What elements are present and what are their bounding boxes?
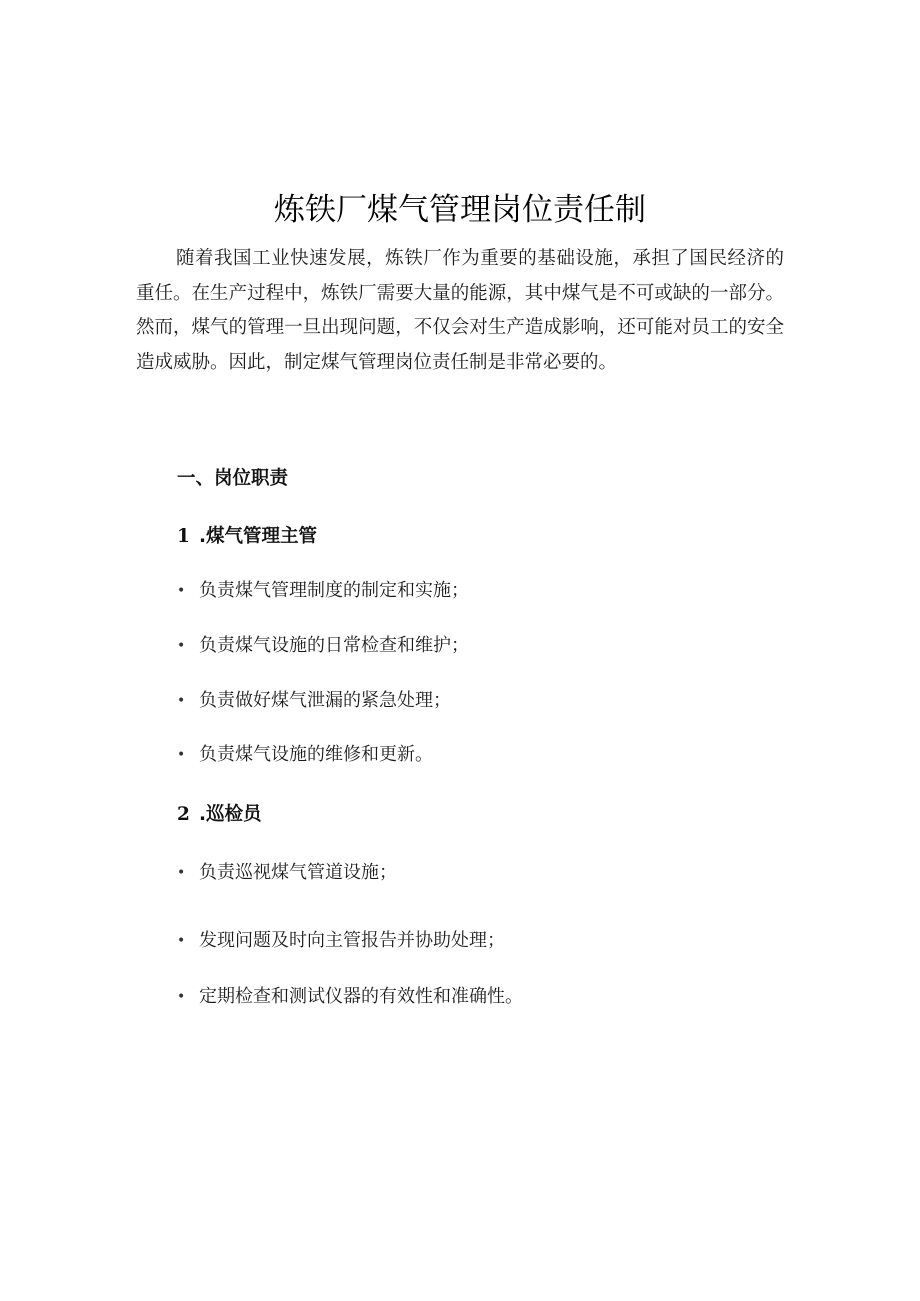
list-item-text: 负责做好煤气泄漏的紧急处理； — [199, 690, 451, 711]
role-title: .煤气管理主管 — [199, 526, 318, 547]
list-item — [177, 576, 469, 606]
list-item-text: 负责煤气设施的日常检查和维护； — [199, 635, 469, 656]
list-item — [177, 740, 433, 770]
list-item-text: 负责煤气管理制度的制定和实施； — [199, 580, 469, 601]
list-item — [177, 926, 505, 956]
list-item — [177, 631, 469, 661]
role-number: 1 — [177, 526, 190, 547]
bullet-icon: • — [177, 693, 186, 709]
role-heading-gas-manager — [177, 522, 317, 552]
bullet-icon: • — [177, 989, 186, 1005]
list-item — [177, 982, 523, 1012]
list-item-text: 发现问题及时向主管报告并协助处理； — [199, 930, 505, 951]
section-heading-duties: 一、岗位职责 — [177, 468, 289, 489]
document-title: 炼铁厂煤气管理岗位责任制 — [274, 192, 646, 228]
role-heading-inspector — [177, 800, 262, 830]
list-item — [177, 858, 397, 888]
list-item — [177, 686, 451, 716]
bullet-icon: • — [177, 865, 186, 881]
bullet-icon: • — [177, 583, 186, 599]
bullet-icon: • — [177, 747, 186, 763]
bullet-icon: • — [177, 933, 186, 949]
bullet-icon: • — [177, 638, 186, 654]
list-item-text: 负责煤气设施的维修和更新。 — [199, 744, 433, 765]
list-item-text: 负责巡视煤气管道设施； — [199, 862, 397, 883]
role-number: 2 — [177, 804, 190, 825]
role-title: .巡检员 — [199, 804, 262, 825]
list-item-text: 定期检查和测试仪器的有效性和准确性。 — [199, 986, 523, 1007]
intro-paragraph: 随着我国工业快速发展，炼铁厂作为重要的基础设施，承担了国民经济的重任。在生产过程中，炼铁厂需要大量的能源，其中煤气是不可或缺的一部分。然而，煤气的管理一旦出现问题，不仅会对生产造成影响，还可能对员工的安全造成威胁。因此，制定煤气管理岗位责任制是非常必要的。 — [136, 248, 784, 373]
